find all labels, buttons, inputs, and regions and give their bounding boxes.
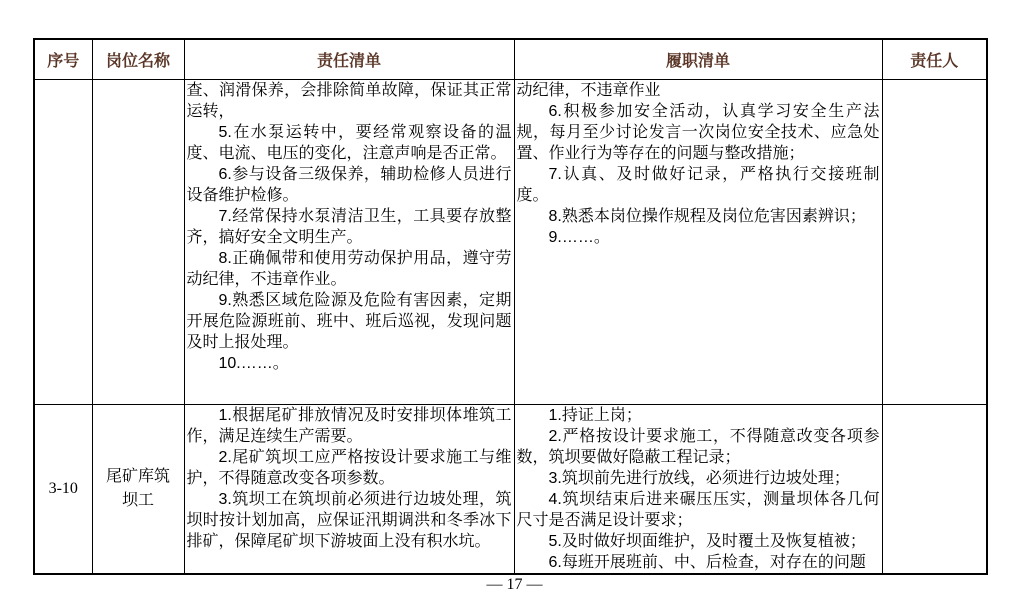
list-paragraph: 动纪律，不违章作业 [516, 82, 661, 99]
header-serial: 序号 [34, 39, 92, 80]
list-paragraph: 7.经常保持水泵清洁卫生，工具要存放整齐，搞好安全文明生产。 [186, 208, 512, 246]
person-cell [882, 80, 987, 405]
person-cell [882, 405, 987, 575]
list-paragraph: 9.熟悉区域危险源及危险有害因素，定期开展危险源班前、班中、班后巡视，发现问题及时上报处理。 [186, 292, 512, 351]
list-paragraph: 5.在水泵运转中，要经常观察设备的温度、电流、电压的变化，注意声响是否正常。 [186, 124, 512, 162]
serial-cell [34, 80, 92, 405]
header-responsible-person: 责任人 [882, 39, 987, 80]
table-header-row [34, 39, 987, 80]
list-paragraph: 1.持证上岗； [548, 407, 642, 424]
list-paragraph: 6.参与设备三级保养，辅助检修人员进行设备维护检修。 [186, 166, 512, 204]
list-paragraph: 7.认真、及时做好记录，严格执行交接班制度。 [516, 166, 880, 204]
list-paragraph: 2.尾矿筑坝工应严格按设计要求施工与维护，不得随意改变各项参数。 [186, 449, 512, 487]
job-responsibility-table [33, 38, 988, 575]
header-responsibility-list: 责任清单 [184, 39, 514, 80]
list-paragraph: 3.筑坝前先进行放线，必须进行边坡处理； [548, 470, 850, 487]
page-number: — 17 — [486, 576, 543, 593]
list-paragraph: 查、润滑保养，会排除简单故障，保证其正常运转， [186, 82, 512, 120]
list-paragraph: 8.正确佩带和使用劳动保护用品，遵守劳动纪律，不违章作业。 [186, 250, 512, 288]
position-cell [92, 80, 184, 405]
list-paragraph: 5.及时做好坝面维护，及时覆土及恢复植被； [548, 533, 866, 550]
list-paragraph: 2.严格按设计要求施工，不得随意改变各项参数，筑坝要做好隐蔽工程记录； [516, 428, 880, 466]
list-paragraph: 6.每班开展班前、中、后检查，对存在的问题 [548, 554, 866, 571]
list-paragraph: 10.……。 [218, 355, 289, 372]
list-paragraph: 3.筑坝工在筑坝前必须进行边坡处理，筑坝时按计划加高，应保证汛期调洪和冬季冰下排矿，保障尾矿坝下游坡面上没有积水坑。 [186, 491, 512, 550]
header-duty-list: 履职清单 [514, 39, 882, 80]
list-paragraph: 1.根据尾矿排放情况及时安排坝体堆筑工作，满足连续生产需要。 [186, 407, 512, 445]
list-paragraph: 8.熟悉本岗位操作规程及岗位危害因素辨识； [548, 208, 866, 225]
list-paragraph: 4.筑坝结束后进来碾压压实，测量坝体各几何尺寸是否满足设计要求； [516, 491, 880, 529]
list-paragraph: 6.积极参加安全活动，认真学习安全生产法规，每月至少讨论发言一次岗位安全技术、应急处置、作业行为等存在的问题与整改措施； [516, 103, 880, 162]
table-row [34, 80, 987, 405]
responsibility-cell [184, 405, 514, 575]
table-row [34, 405, 987, 575]
serial-cell: 3-10 [34, 405, 92, 575]
position-cell: 尾矿库筑坝工 [92, 405, 184, 575]
responsibility-cell [184, 80, 514, 405]
duty-cell [514, 405, 882, 575]
list-paragraph: 9.……。 [548, 229, 610, 246]
header-position: 岗位名称 [92, 39, 184, 80]
duty-cell [514, 80, 882, 405]
